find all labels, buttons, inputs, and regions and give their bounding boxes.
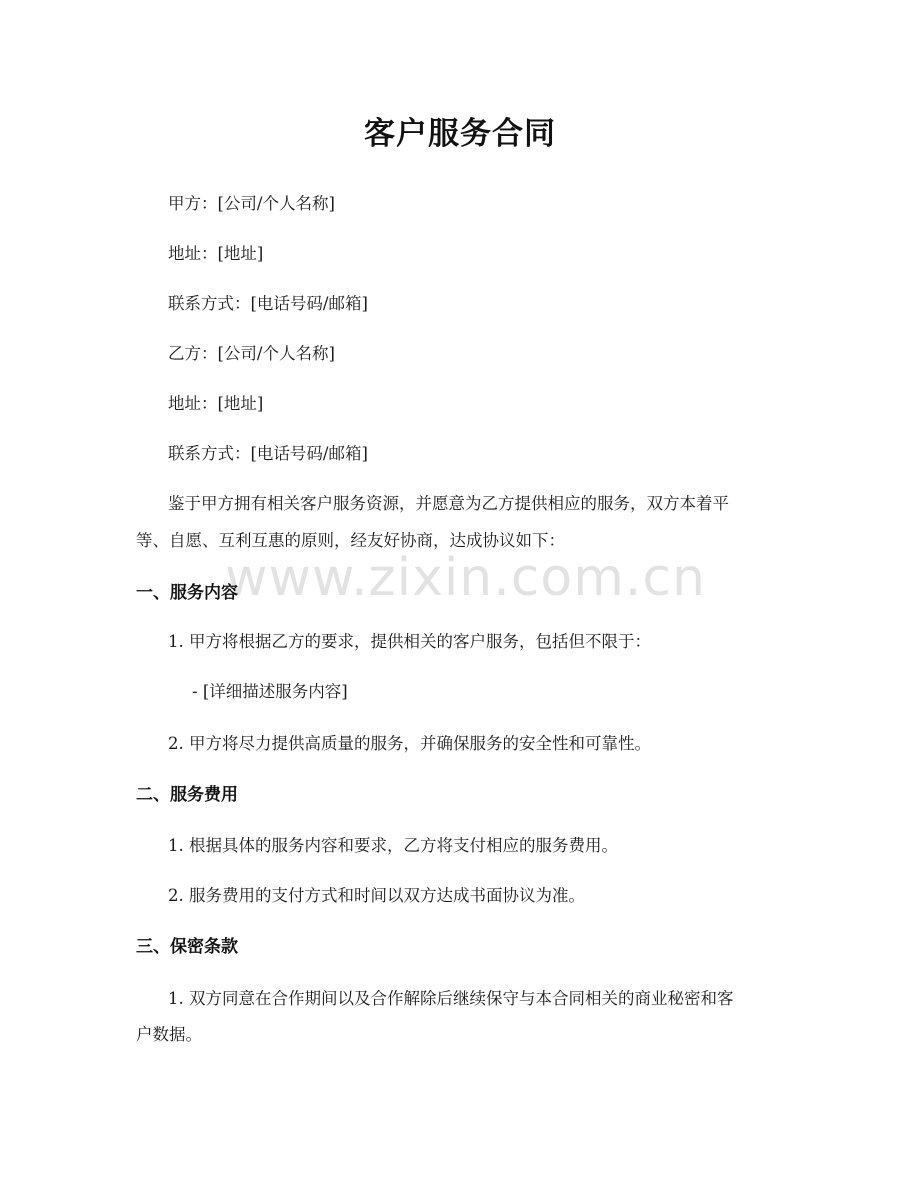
section-heading-service-content: 一、服务内容 bbox=[136, 583, 238, 603]
section-heading-service-fees: 二、服务费用 bbox=[136, 785, 238, 805]
confidentiality-item-1-line-1: 1. 双方同意在合作期间以及合作解除后继续保守与本合同相关的商业秘密和客 bbox=[168, 989, 734, 1008]
party-b-address: 地址：[地址] bbox=[168, 394, 264, 413]
party-a-address: 地址：[地址] bbox=[168, 244, 264, 263]
service-content-item-1: 1. 甲方将根据乙方的要求，提供相关的客户服务，包括但不限于： bbox=[168, 632, 651, 651]
party-a-name: 甲方：[公司/个人名称] bbox=[168, 194, 335, 213]
party-b-name: 乙方：[公司/个人名称] bbox=[168, 344, 335, 363]
confidentiality-item-1-line-2: 户数据。 bbox=[136, 1025, 202, 1044]
watermark: www.zixin.com.cn bbox=[225, 548, 706, 608]
service-content-subitem: - [详细描述服务内容] bbox=[192, 682, 348, 701]
service-fees-item-2: 2. 服务费用的支付方式和时间以双方达成书面协议为准。 bbox=[168, 886, 585, 905]
service-content-item-2: 2. 甲方将尽力提供高质量的服务，并确保服务的安全性和可靠性。 bbox=[168, 734, 651, 753]
party-a-contact: 联系方式：[电话号码/邮箱] bbox=[168, 294, 368, 313]
document-title: 客户服务合同 bbox=[364, 116, 556, 152]
preamble-line-2: 等、自愿、互利互惠的原则，经友好协商，达成协议如下： bbox=[136, 531, 565, 550]
preamble-line-1: 鉴于甲方拥有相关客户服务资源，并愿意为乙方提供相应的服务，双方本着平 bbox=[168, 494, 729, 513]
service-fees-item-1: 1. 根据具体的服务内容和要求，乙方将支付相应的服务费用。 bbox=[168, 836, 618, 855]
party-b-contact: 联系方式：[电话号码/邮箱] bbox=[168, 444, 368, 463]
section-heading-confidentiality: 三、保密条款 bbox=[136, 937, 238, 957]
